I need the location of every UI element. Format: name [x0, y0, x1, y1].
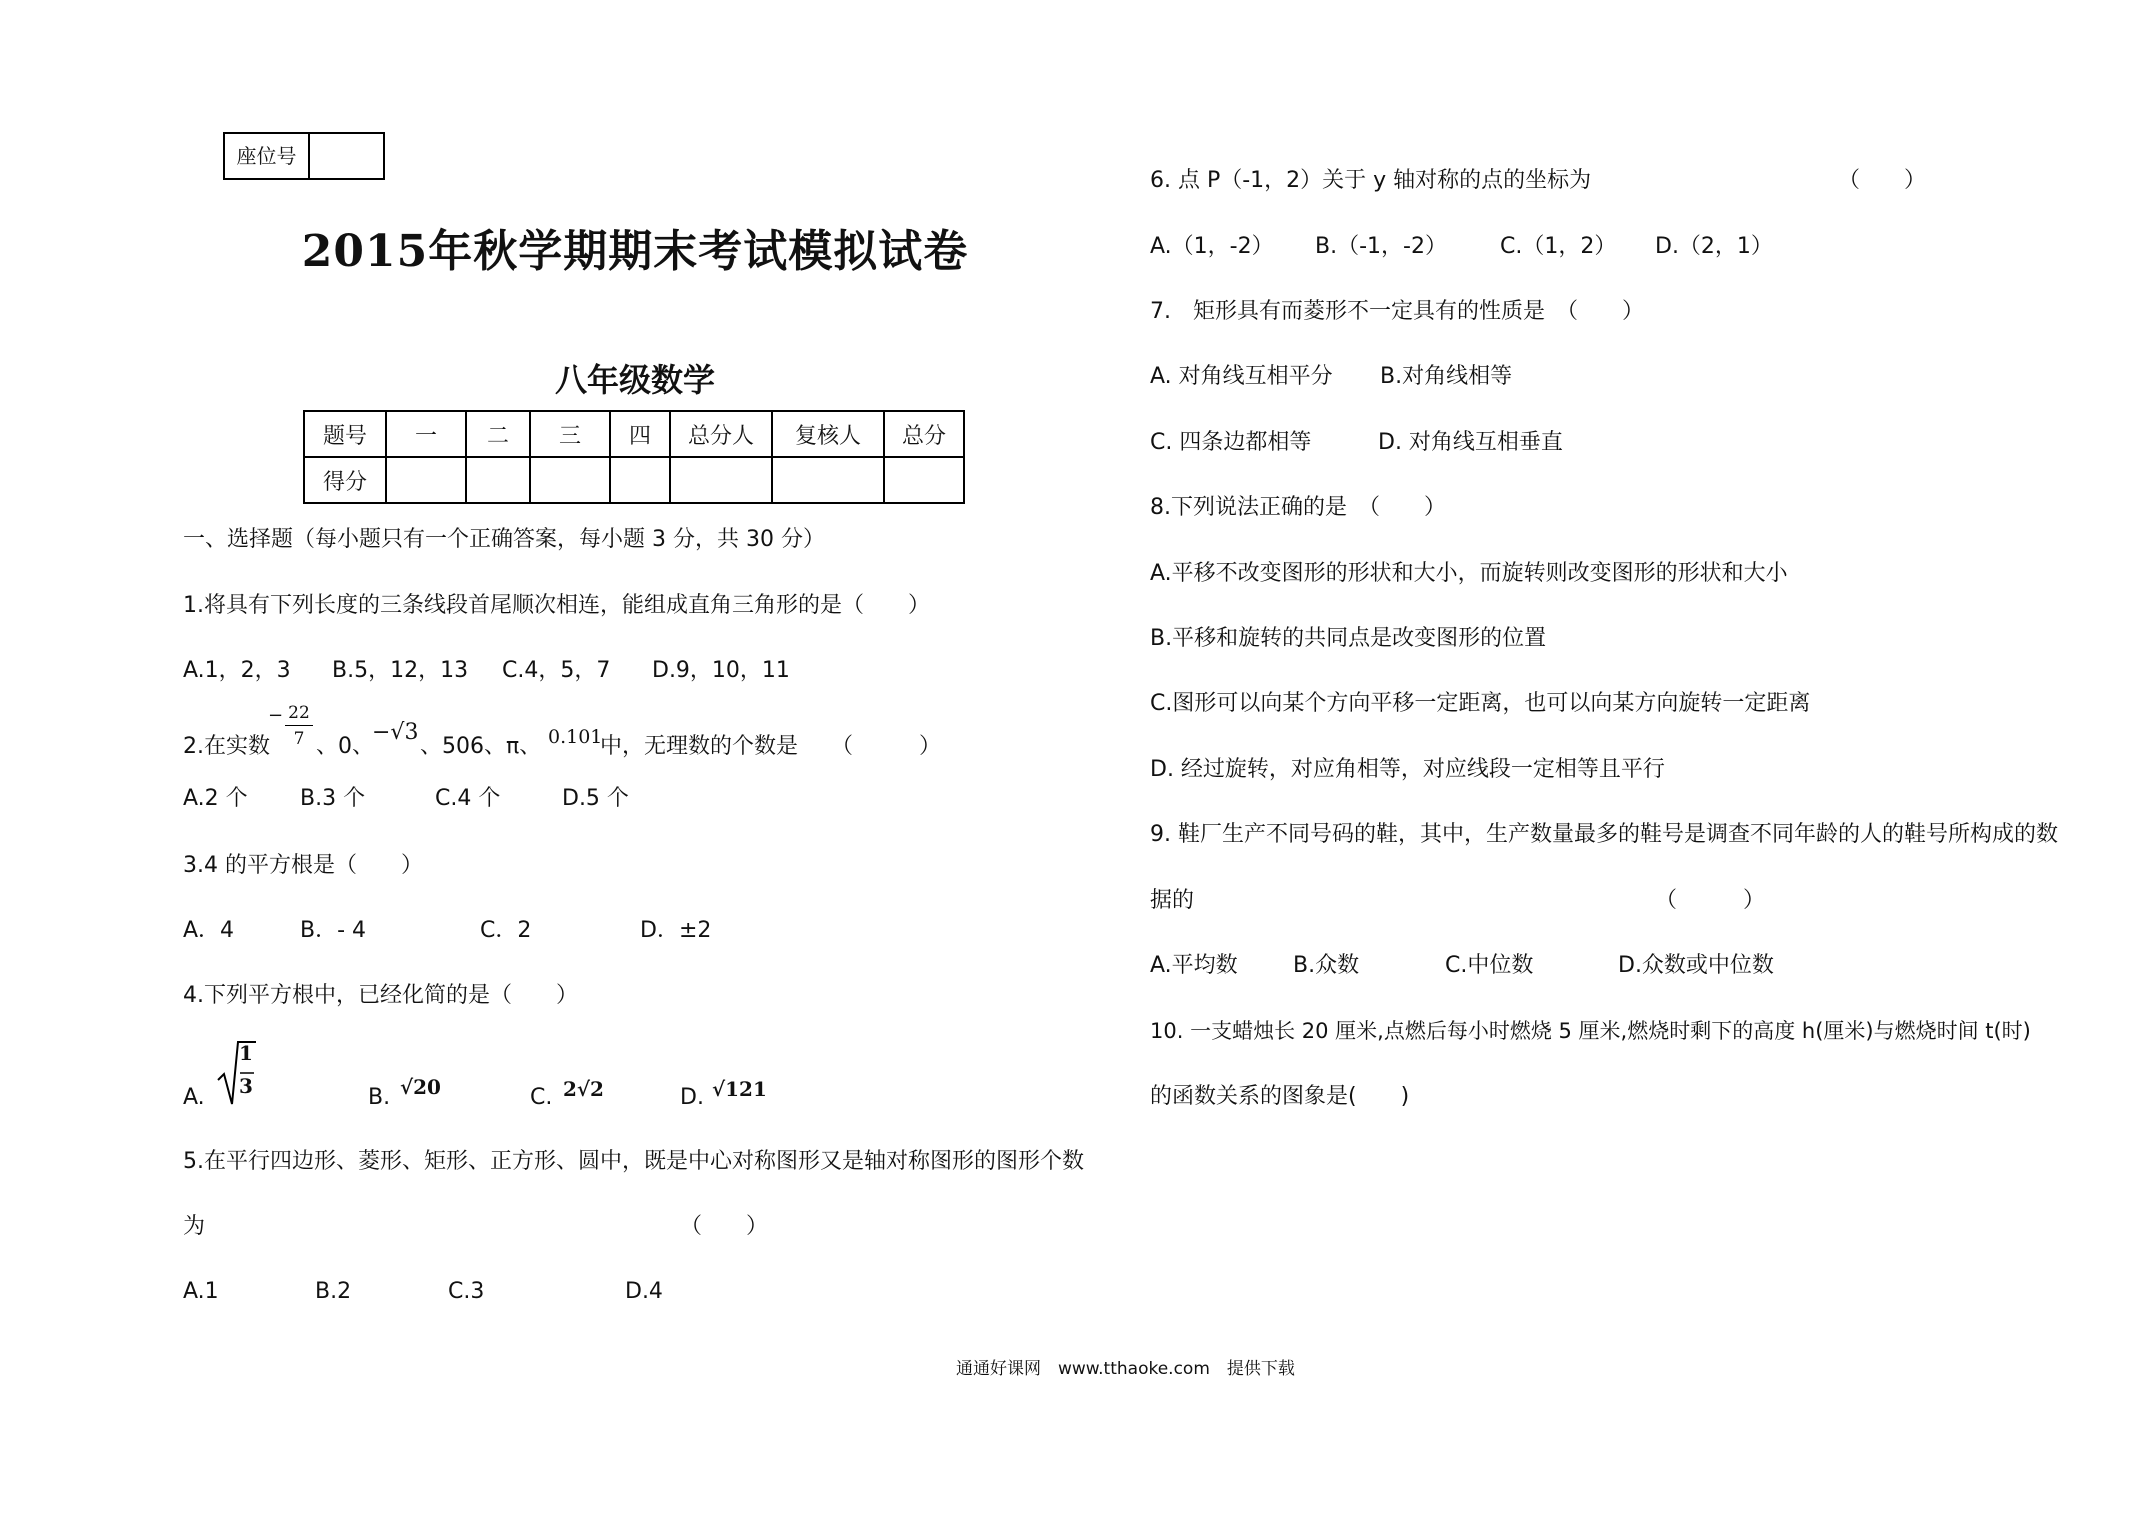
score-table-header-row: [304, 411, 964, 457]
score-cell[interactable]: [772, 457, 884, 503]
q4-option-b-expr: √20: [400, 1075, 441, 1099]
question-10-line2: 的函数关系的图象是( ): [1150, 1084, 1410, 1109]
question-8: 8.下列说法正确的是 （ ）: [1150, 495, 1446, 520]
q9-option-d: D.众数或中位数: [1618, 953, 1774, 978]
q2-neg-sqrt3: −√3: [372, 720, 419, 745]
question-10-line1: 10. 一支蜡烛长 20 厘米,点燃后每小时燃烧 5 厘米,燃烧时剩下的高度 h(厘米)与燃烧时间 t(时): [1150, 1019, 2031, 1043]
q8-option-b: B.平移和旋转的共同点是改变图形的位置: [1150, 626, 1547, 651]
question-9-line2: 据的: [1150, 888, 1195, 913]
question-6-paren: （ ）: [1838, 168, 1927, 193]
score-header-cell: 题号: [304, 411, 386, 457]
q2-option-d: D.5 个: [562, 786, 629, 811]
score-cell[interactable]: [466, 457, 530, 503]
score-row-label: 得分: [304, 457, 386, 503]
q4-option-d-label: D.: [680, 1085, 704, 1110]
q2-option-c: C.4 个: [435, 786, 501, 811]
q5-option-d: D.4: [625, 1279, 663, 1304]
q9-option-a: A.平均数: [1150, 953, 1238, 978]
q7-option-d: D. 对角线互相垂直: [1378, 430, 1563, 455]
q4-option-a-numerator: 1: [239, 1041, 253, 1065]
q4-option-a-label: A.: [183, 1085, 205, 1110]
question-5-line1: 5.在平行四边形、菱形、矩形、正方形、圆中，既是中心对称图形又是轴对称图形的图形个数: [183, 1149, 1084, 1174]
q6-option-a: A.（1，-2）: [1150, 234, 1274, 259]
q2-frac-denominator: 7: [293, 729, 305, 749]
score-header-cell: 总分: [884, 411, 964, 457]
q6-option-c: C.（1，2）: [1500, 234, 1617, 259]
question-9-line1: 9. 鞋厂生产不同号码的鞋，其中，生产数量最多的鞋号是调查不同年龄的人的鞋号所构成的数: [1150, 822, 2058, 847]
score-header-cell: 一: [386, 411, 466, 457]
q5-option-a: A.1: [183, 1279, 219, 1304]
q8-option-a: A.平移不改变图形的形状和大小，而旋转则改变图形的形状和大小: [1150, 561, 1788, 586]
q2-option-b: B.3 个: [300, 786, 366, 811]
seat-number-box: [223, 132, 385, 180]
q2-sep1: 、0、: [316, 734, 374, 759]
q3-option-d: D．±2: [640, 918, 712, 943]
q2-decimal: 0.101: [548, 726, 603, 748]
score-cell[interactable]: [530, 457, 610, 503]
question-4: 4.下列平方根中，已经化简的是（ ）: [183, 983, 578, 1008]
score-header-cell: 复核人: [772, 411, 884, 457]
score-header-cell: 四: [610, 411, 670, 457]
q7-option-c: C. 四条边都相等: [1150, 430, 1312, 455]
q3-option-c: C．2: [480, 918, 532, 943]
q2-prefix: 2.在实数: [183, 734, 270, 759]
score-cell[interactable]: [386, 457, 466, 503]
q4-option-b-label: B.: [368, 1085, 391, 1110]
q1-option-a: A.1，2，3: [183, 658, 291, 683]
question-1: 1.将具有下列长度的三条线段首尾顺次相连，能组成直角三角形的是（ ）: [183, 593, 930, 618]
q2-frac-bar: [285, 725, 313, 726]
q2-option-a: A.2 个: [183, 786, 248, 811]
question-3: 3.4 的平方根是（ ）: [183, 853, 423, 878]
q6-option-d: D.（2，1）: [1655, 234, 1773, 259]
q2-frac-sign: −: [268, 705, 284, 726]
q7-option-b: B.对角线相等: [1380, 364, 1513, 389]
q2-sep2: 、506、π、: [420, 734, 542, 759]
q1-option-c: C.4，5，7: [502, 658, 611, 683]
page-footer: 通通好课网 www.tthaoke.com 提供下载: [956, 1359, 1295, 1379]
q4-option-c-label: C.: [530, 1085, 553, 1110]
question-5-paren: （ ）: [680, 1214, 769, 1239]
score-cell[interactable]: [884, 457, 964, 503]
q5-option-c: C.3: [448, 1279, 485, 1304]
seat-number-label: 座位号: [225, 134, 310, 178]
q4-option-d-expr: √121: [712, 1077, 767, 1101]
question-6: 6. 点 P（-1，2）关于 y 轴对称的点的坐标为: [1150, 168, 1592, 193]
q9-option-b: B.众数: [1293, 953, 1360, 978]
exam-subtitle: 八年级数学: [554, 361, 715, 399]
q1-option-b: B.5，12，13: [332, 658, 469, 683]
q8-option-d: D. 经过旋转，对应角相等，对应线段一定相等且平行: [1150, 757, 1665, 782]
q5-option-b: B.2: [315, 1279, 352, 1304]
q3-option-b: B．- 4: [300, 918, 367, 943]
score-cell[interactable]: [610, 457, 670, 503]
q2-suffix: 中，无理数的个数是 （ ）: [600, 734, 942, 759]
score-table: [303, 410, 965, 504]
score-header-cell: 三: [530, 411, 610, 457]
exam-title: 2015年秋学期期末考试模拟试卷: [301, 226, 969, 277]
question-7: 7. 矩形具有而菱形不一定具有的性质是 （ ）: [1150, 299, 1644, 324]
score-header-cell: 二: [466, 411, 530, 457]
q4-option-a-denominator: 3: [239, 1074, 253, 1098]
score-cell[interactable]: [670, 457, 772, 503]
q8-option-c: C.图形可以向某个方向平移一定距离，也可以向某方向旋转一定距离: [1150, 691, 1811, 716]
question-9-paren: （ ）: [1655, 888, 1766, 913]
question-5-line2: 为: [183, 1214, 206, 1239]
q4-option-c-expr: 2√2: [563, 1077, 604, 1101]
q3-option-a: A．4: [183, 918, 235, 943]
q6-option-b: B.（-1，-2）: [1315, 234, 1447, 259]
q2-frac-numerator: 22: [288, 703, 310, 723]
score-header-cell: 总分人: [670, 411, 772, 457]
q9-option-c: C.中位数: [1445, 953, 1534, 978]
score-table-score-row: [304, 457, 964, 503]
q1-option-d: D.9，10，11: [652, 658, 790, 683]
q7-option-a: A. 对角线互相平分: [1150, 364, 1333, 389]
section-heading: 一、选择题（每小题只有一个正确答案，每小题 3 分，共 30 分）: [183, 527, 825, 552]
